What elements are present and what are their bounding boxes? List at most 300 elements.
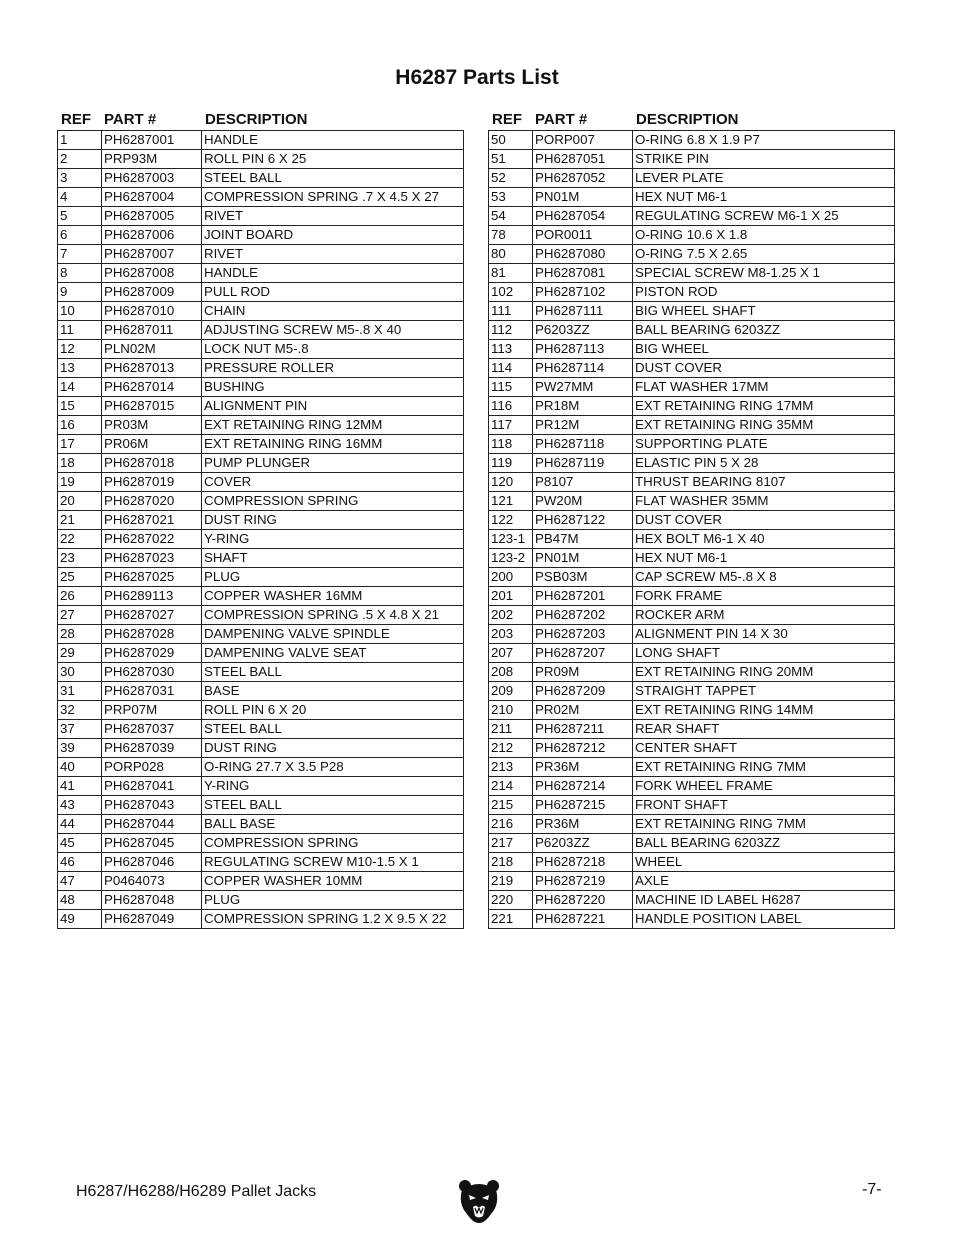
ref-cell: 209 — [489, 682, 533, 701]
ref-cell: 221 — [489, 910, 533, 929]
ref-cell: 26 — [58, 587, 102, 606]
description-cell: STEEL BALL — [202, 169, 464, 188]
part-number-cell: PH6287025 — [102, 568, 202, 587]
part-number-cell: PH6287201 — [533, 587, 633, 606]
description-cell: ELASTIC PIN 5 X 28 — [633, 454, 895, 473]
table-row — [58, 758, 464, 777]
description-cell: STEEL BALL — [202, 663, 464, 682]
ref-cell: 53 — [489, 188, 533, 207]
part-number-cell: PR03M — [102, 416, 202, 435]
table-row — [58, 492, 464, 511]
part-number-cell: PH6287203 — [533, 625, 633, 644]
table-row — [58, 815, 464, 834]
table-row — [489, 416, 895, 435]
table-row — [58, 131, 464, 150]
ref-cell: 41 — [58, 777, 102, 796]
table-row — [489, 169, 895, 188]
ref-cell: 27 — [58, 606, 102, 625]
part-number-cell: PH6287037 — [102, 720, 202, 739]
table-row — [489, 454, 895, 473]
part-number-cell: PSB03M — [533, 568, 633, 587]
part-number-cell: P6203ZZ — [533, 834, 633, 853]
ref-cell: 7 — [58, 245, 102, 264]
part-number-cell: PH6287004 — [102, 188, 202, 207]
part-number-cell: PH6287114 — [533, 359, 633, 378]
description-cell: SHAFT — [202, 549, 464, 568]
ref-cell: 122 — [489, 511, 533, 530]
part-number-cell: P8107 — [533, 473, 633, 492]
part-number-cell: PH6287054 — [533, 207, 633, 226]
ref-cell: 30 — [58, 663, 102, 682]
table-row — [489, 131, 895, 150]
table-row — [489, 587, 895, 606]
ref-cell: 54 — [489, 207, 533, 226]
table-row — [58, 283, 464, 302]
ref-cell: 22 — [58, 530, 102, 549]
ref-cell: 114 — [489, 359, 533, 378]
ref-cell: 21 — [58, 511, 102, 530]
table-row — [58, 511, 464, 530]
description-cell: SUPPORTING PLATE — [633, 435, 895, 454]
ref-cell: 219 — [489, 872, 533, 891]
description-cell: FORK WHEEL FRAME — [633, 777, 895, 796]
table-row — [58, 473, 464, 492]
ref-cell: 14 — [58, 378, 102, 397]
ref-cell: 5 — [58, 207, 102, 226]
description-cell: COMPRESSION SPRING — [202, 834, 464, 853]
part-number-cell: PH6287030 — [102, 663, 202, 682]
table-row — [58, 644, 464, 663]
part-number-cell: PH6287009 — [102, 283, 202, 302]
table-row — [489, 720, 895, 739]
table-row — [489, 682, 895, 701]
description-cell: BALL BEARING 6203ZZ — [633, 321, 895, 340]
description-cell: EXT RETAINING RING 35MM — [633, 416, 895, 435]
description-cell: DUST RING — [202, 739, 464, 758]
part-number-cell: PH6287011 — [102, 321, 202, 340]
part-number-cell: PH6287049 — [102, 910, 202, 929]
part-number-cell: PH6287001 — [102, 131, 202, 150]
table-row — [58, 340, 464, 359]
table-row — [489, 473, 895, 492]
description-cell: FORK FRAME — [633, 587, 895, 606]
table-row — [489, 853, 895, 872]
table-header — [488, 108, 895, 130]
description-cell: MACHINE ID LABEL H6287 — [633, 891, 895, 910]
description-cell: O-RING 6.8 X 1.9 P7 — [633, 131, 895, 150]
ref-cell: 29 — [58, 644, 102, 663]
table-row — [58, 150, 464, 169]
description-cell: STEEL BALL — [202, 796, 464, 815]
table-row — [489, 625, 895, 644]
description-cell: BALL BASE — [202, 815, 464, 834]
part-number-cell: PR36M — [533, 815, 633, 834]
ref-cell: 2 — [58, 150, 102, 169]
ref-cell: 214 — [489, 777, 533, 796]
description-cell: BUSHING — [202, 378, 464, 397]
part-number-cell: PH6287220 — [533, 891, 633, 910]
description-cell: STRAIGHT TAPPET — [633, 682, 895, 701]
ref-cell: 213 — [489, 758, 533, 777]
part-number-cell: PR06M — [102, 435, 202, 454]
ref-cell: 112 — [489, 321, 533, 340]
ref-cell: 10 — [58, 302, 102, 321]
part-number-cell: PRP07M — [102, 701, 202, 720]
part-number-cell: PR12M — [533, 416, 633, 435]
table-row — [489, 834, 895, 853]
part-number-cell: POR0011 — [533, 226, 633, 245]
part-number-cell: PH6287211 — [533, 720, 633, 739]
description-cell: ADJUSTING SCREW M5-.8 X 40 — [202, 321, 464, 340]
ref-cell: 111 — [489, 302, 533, 321]
ref-cell: 20 — [58, 492, 102, 511]
description-cell: O-RING 7.5 X 2.65 — [633, 245, 895, 264]
part-number-cell: PN01M — [533, 188, 633, 207]
ref-cell: 220 — [489, 891, 533, 910]
table-row — [58, 378, 464, 397]
ref-cell: 203 — [489, 625, 533, 644]
ref-cell: 48 — [58, 891, 102, 910]
part-number-cell: PH6287045 — [102, 834, 202, 853]
description-cell: WHEEL — [633, 853, 895, 872]
description-cell: PLUG — [202, 891, 464, 910]
table-row — [489, 796, 895, 815]
part-number-cell: PH6287010 — [102, 302, 202, 321]
part-number-cell: PH6287122 — [533, 511, 633, 530]
ref-cell: 31 — [58, 682, 102, 701]
part-number-cell: PORP028 — [102, 758, 202, 777]
table-row — [489, 758, 895, 777]
table-row — [489, 777, 895, 796]
description-cell: LONG SHAFT — [633, 644, 895, 663]
description-cell: HEX NUT M6-1 — [633, 188, 895, 207]
description-cell: ROCKER ARM — [633, 606, 895, 625]
ref-cell: 210 — [489, 701, 533, 720]
ref-cell: 123-2 — [489, 549, 533, 568]
part-number-cell: PR02M — [533, 701, 633, 720]
part-number-cell: PH6287027 — [102, 606, 202, 625]
part-number-cell: PH6287044 — [102, 815, 202, 834]
part-number-cell: PH6287018 — [102, 454, 202, 473]
table-row — [58, 226, 464, 245]
ref-cell: 212 — [489, 739, 533, 758]
ref-cell: 32 — [58, 701, 102, 720]
description-cell: FLAT WASHER 35MM — [633, 492, 895, 511]
part-number-cell: PH6287003 — [102, 169, 202, 188]
table-row — [489, 397, 895, 416]
part-number-cell: PH6287020 — [102, 492, 202, 511]
table-row — [489, 226, 895, 245]
table-row — [489, 530, 895, 549]
header-description: DESCRIPTION — [205, 110, 308, 128]
description-cell: LOCK NUT M5-.8 — [202, 340, 464, 359]
table-row — [58, 606, 464, 625]
table-row — [489, 511, 895, 530]
description-cell: REGULATING SCREW M6-1 X 25 — [633, 207, 895, 226]
description-cell: PLUG — [202, 568, 464, 587]
ref-cell: 9 — [58, 283, 102, 302]
part-number-cell: P0464073 — [102, 872, 202, 891]
description-cell: PRESSURE ROLLER — [202, 359, 464, 378]
page-title: H6287 Parts List — [395, 66, 559, 89]
part-number-cell: PH6287051 — [533, 150, 633, 169]
description-cell: DAMPENING VALVE SPINDLE — [202, 625, 464, 644]
ref-cell: 121 — [489, 492, 533, 511]
table-header — [57, 108, 464, 130]
ref-cell: 120 — [489, 473, 533, 492]
header-description: DESCRIPTION — [636, 110, 739, 128]
ref-cell: 216 — [489, 815, 533, 834]
description-cell: BALL BEARING 6203ZZ — [633, 834, 895, 853]
table-row — [489, 663, 895, 682]
table-row — [489, 302, 895, 321]
description-cell: EXT RETAINING RING 7MM — [633, 815, 895, 834]
part-number-cell: PN01M — [533, 549, 633, 568]
parts-table-right — [488, 108, 895, 929]
description-cell: THRUST BEARING 8107 — [633, 473, 895, 492]
table-row — [58, 416, 464, 435]
table-row — [489, 739, 895, 758]
ref-cell: 17 — [58, 435, 102, 454]
description-cell: PULL ROD — [202, 283, 464, 302]
ref-cell: 43 — [58, 796, 102, 815]
description-cell: ALIGNMENT PIN 14 X 30 — [633, 625, 895, 644]
description-cell: HEX NUT M6-1 — [633, 549, 895, 568]
table-row — [58, 188, 464, 207]
description-cell: COMPRESSION SPRING .7 X 4.5 X 27 — [202, 188, 464, 207]
ref-cell: 200 — [489, 568, 533, 587]
table-row — [58, 910, 464, 929]
table-row — [489, 606, 895, 625]
ref-cell: 16 — [58, 416, 102, 435]
part-number-cell: PRP93M — [102, 150, 202, 169]
part-number-cell: PH6287052 — [533, 169, 633, 188]
table-row — [58, 454, 464, 473]
table-row — [58, 207, 464, 226]
part-number-cell: PW27MM — [533, 378, 633, 397]
table-row — [58, 796, 464, 815]
part-number-cell: PR18M — [533, 397, 633, 416]
table-row — [489, 378, 895, 397]
table-row — [58, 834, 464, 853]
table-row — [58, 872, 464, 891]
description-cell: PUMP PLUNGER — [202, 454, 464, 473]
ref-cell: 208 — [489, 663, 533, 682]
ref-cell: 201 — [489, 587, 533, 606]
ref-cell: 1 — [58, 131, 102, 150]
table-row — [58, 625, 464, 644]
part-number-cell: PH6287207 — [533, 644, 633, 663]
table-row — [489, 644, 895, 663]
table-row — [58, 663, 464, 682]
part-number-cell: PW20M — [533, 492, 633, 511]
ref-cell: 211 — [489, 720, 533, 739]
description-cell: ROLL PIN 6 X 20 — [202, 701, 464, 720]
part-number-cell: PH6287029 — [102, 644, 202, 663]
ref-cell: 115 — [489, 378, 533, 397]
description-cell: CENTER SHAFT — [633, 739, 895, 758]
description-cell: HANDLE POSITION LABEL — [633, 910, 895, 929]
part-number-cell: PH6287013 — [102, 359, 202, 378]
ref-cell: 217 — [489, 834, 533, 853]
table-row — [58, 264, 464, 283]
part-number-cell: PH6287209 — [533, 682, 633, 701]
ref-cell: 51 — [489, 150, 533, 169]
part-number-cell: PR36M — [533, 758, 633, 777]
description-cell: EXT RETAINING RING 16MM — [202, 435, 464, 454]
table-row — [58, 321, 464, 340]
description-cell: FRONT SHAFT — [633, 796, 895, 815]
table-row — [489, 264, 895, 283]
ref-cell: 81 — [489, 264, 533, 283]
table-row — [58, 530, 464, 549]
table-row — [489, 872, 895, 891]
part-number-cell: PH6287080 — [533, 245, 633, 264]
table-row — [489, 568, 895, 587]
part-number-cell: PH6287007 — [102, 245, 202, 264]
ref-cell: 46 — [58, 853, 102, 872]
ref-cell: 28 — [58, 625, 102, 644]
ref-cell: 80 — [489, 245, 533, 264]
description-cell: Y-RING — [202, 530, 464, 549]
description-cell: ALIGNMENT PIN — [202, 397, 464, 416]
part-number-cell: PH6287014 — [102, 378, 202, 397]
description-cell: SPECIAL SCREW M8-1.25 X 1 — [633, 264, 895, 283]
grizzly-bear-logo-icon — [458, 1178, 500, 1224]
description-cell: EXT RETAINING RING 7MM — [633, 758, 895, 777]
part-number-cell: PH6287043 — [102, 796, 202, 815]
ref-cell: 78 — [489, 226, 533, 245]
description-cell: COMPRESSION SPRING — [202, 492, 464, 511]
part-number-cell: PH6287118 — [533, 435, 633, 454]
part-number-cell: PR09M — [533, 663, 633, 682]
description-cell: RIVET — [202, 245, 464, 264]
table-row — [58, 701, 464, 720]
footer-product-name: H6287/H6288/H6289 Pallet Jacks — [76, 1183, 317, 1200]
part-number-cell: PH6287111 — [533, 302, 633, 321]
table-row — [58, 245, 464, 264]
part-number-cell: PH6287046 — [102, 853, 202, 872]
table-row — [58, 587, 464, 606]
description-cell: DUST RING — [202, 511, 464, 530]
table-row — [489, 815, 895, 834]
table-row — [58, 853, 464, 872]
table-row — [489, 701, 895, 720]
description-cell: REAR SHAFT — [633, 720, 895, 739]
part-number-cell: PH6287212 — [533, 739, 633, 758]
ref-cell: 215 — [489, 796, 533, 815]
description-cell: CHAIN — [202, 302, 464, 321]
description-cell: O-RING 27.7 X 3.5 P28 — [202, 758, 464, 777]
part-number-cell: PLN02M — [102, 340, 202, 359]
description-cell: BIG WHEEL — [633, 340, 895, 359]
table-row — [489, 549, 895, 568]
part-number-cell: PH6287015 — [102, 397, 202, 416]
part-number-cell: PH6287218 — [533, 853, 633, 872]
description-cell: BIG WHEEL SHAFT — [633, 302, 895, 321]
description-cell: EXT RETAINING RING 14MM — [633, 701, 895, 720]
ref-cell: 113 — [489, 340, 533, 359]
part-number-cell: PH6287022 — [102, 530, 202, 549]
ref-cell: 13 — [58, 359, 102, 378]
ref-cell: 47 — [58, 872, 102, 891]
ref-cell: 12 — [58, 340, 102, 359]
table-row — [489, 188, 895, 207]
ref-cell: 45 — [58, 834, 102, 853]
part-number-cell: PH6287119 — [533, 454, 633, 473]
parts-table-body — [489, 131, 895, 929]
part-number-cell: PH6287039 — [102, 739, 202, 758]
table-row — [489, 492, 895, 511]
description-cell: DUST COVER — [633, 511, 895, 530]
description-cell: FLAT WASHER 17MM — [633, 378, 895, 397]
table-row — [58, 397, 464, 416]
ref-cell: 118 — [489, 435, 533, 454]
table-row — [489, 435, 895, 454]
ref-cell: 18 — [58, 454, 102, 473]
part-number-cell: PH6287202 — [533, 606, 633, 625]
part-number-cell: PH6287021 — [102, 511, 202, 530]
ref-cell: 102 — [489, 283, 533, 302]
table-row — [489, 283, 895, 302]
table-row — [489, 359, 895, 378]
description-cell: COMPRESSION SPRING 1.2 X 9.5 X 22 — [202, 910, 464, 929]
part-number-cell: PORP007 — [533, 131, 633, 150]
page-number: -7- — [862, 1181, 882, 1198]
ref-cell: 40 — [58, 758, 102, 777]
header-ref: REF — [61, 110, 91, 128]
description-cell: BASE — [202, 682, 464, 701]
table-row — [58, 302, 464, 321]
ref-cell: 119 — [489, 454, 533, 473]
ref-cell: 8 — [58, 264, 102, 283]
table-row — [58, 169, 464, 188]
ref-cell: 23 — [58, 549, 102, 568]
description-cell: JOINT BOARD — [202, 226, 464, 245]
description-cell: HEX BOLT M6-1 X 40 — [633, 530, 895, 549]
ref-cell: 37 — [58, 720, 102, 739]
part-number-cell: PH6287215 — [533, 796, 633, 815]
header-part: PART # — [535, 110, 588, 128]
description-cell: AXLE — [633, 872, 895, 891]
table-row — [58, 720, 464, 739]
table-row — [489, 340, 895, 359]
table-row — [58, 435, 464, 454]
part-number-cell: PH6287008 — [102, 264, 202, 283]
part-number-cell: PH6287005 — [102, 207, 202, 226]
header-ref: REF — [492, 110, 522, 128]
part-number-cell: PH6287028 — [102, 625, 202, 644]
part-number-cell: PH6287048 — [102, 891, 202, 910]
description-cell: COVER — [202, 473, 464, 492]
part-number-cell: PH6289113 — [102, 587, 202, 606]
table-row — [58, 682, 464, 701]
parts-table-body — [58, 131, 464, 929]
ref-cell: 49 — [58, 910, 102, 929]
ref-cell: 218 — [489, 853, 533, 872]
table-row — [489, 245, 895, 264]
description-cell: RIVET — [202, 207, 464, 226]
header-part: PART # — [104, 110, 157, 128]
description-cell: DUST COVER — [633, 359, 895, 378]
description-cell: O-RING 10.6 X 1.8 — [633, 226, 895, 245]
ref-cell: 207 — [489, 644, 533, 663]
description-cell: HANDLE — [202, 264, 464, 283]
description-cell: PISTON ROD — [633, 283, 895, 302]
table-row — [489, 891, 895, 910]
part-number-cell: PH6287221 — [533, 910, 633, 929]
description-cell: EXT RETAINING RING 20MM — [633, 663, 895, 682]
